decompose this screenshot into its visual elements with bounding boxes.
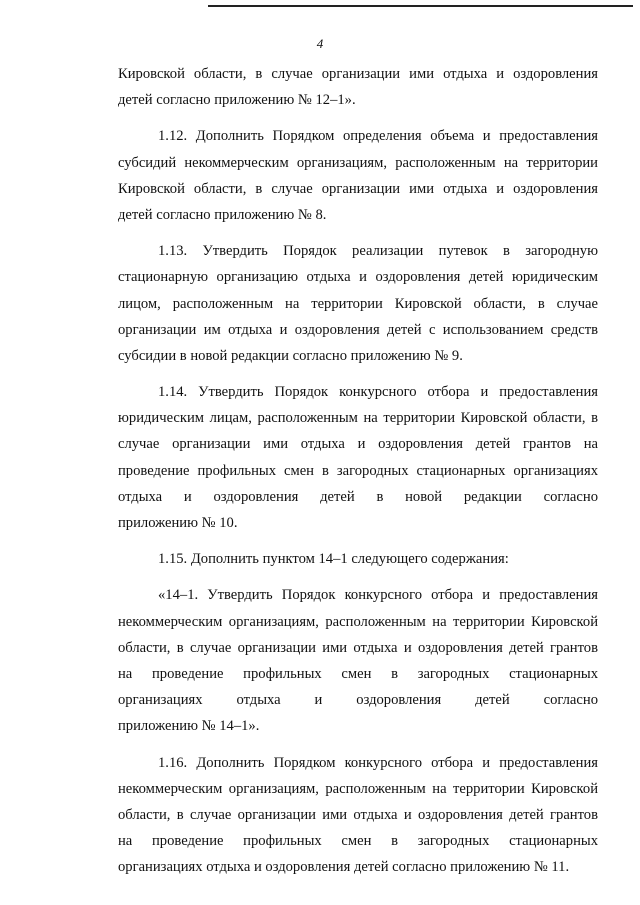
- text-line: приложению № 14–1».: [118, 718, 260, 735]
- text-line: некоммерческим организациям, расположенным на территории Кировской: [118, 613, 598, 630]
- text-line: Кировской области, в случае организации ими отдыха и оздоровления: [118, 66, 598, 82]
- text-line: Кировской области, в случае организации ими отдыха и оздоровления: [118, 180, 598, 197]
- text-line: организациях отдыха и оздоровления детей согласно приложению № 11.: [118, 859, 570, 876]
- paragraph-1-16-line: 1.16. Дополнить Порядком конкурсного отбора и предоставления: [158, 754, 598, 771]
- text-line: проведение профильных смен в загородных стационарных организациях: [118, 462, 598, 479]
- document-body: [118, 61, 598, 880]
- paragraph-14-1-line: «14–1. Утвердить Порядок конкурсного отбора и предоставления: [158, 587, 598, 604]
- paragraph-1-13-line: 1.13. Утвердить Порядок реализации путевок в загородную: [158, 243, 598, 260]
- text-line: стационарную организацию отдыха и оздоровления детей юридическим: [118, 269, 598, 286]
- text-line: юридическим лицам, расположенным на территории Кировской области, в: [118, 410, 598, 427]
- paragraph-1-15-line: 1.15. Дополнить пунктом 14–1 следующего содержания:: [158, 551, 509, 568]
- text-line: области, в случае организации ими отдыха и оздоровления детей грантов: [118, 806, 598, 823]
- text-line: случае организации ими отдыха и оздоровления детей грантов на: [118, 436, 598, 453]
- text-line: организациях отдыха и оздоровления детей согласно: [118, 692, 598, 709]
- text-line: субсидий некоммерческим организациям, расположенным на территории: [118, 154, 598, 171]
- paragraph-1-14-line: 1.14. Утвердить Порядок конкурсного отбора и предоставления: [158, 384, 598, 401]
- text-line: детей согласно приложению № 8.: [118, 206, 327, 223]
- text-line: на проведение профильных смен в загородных стационарных: [118, 665, 598, 682]
- text-line: области, в случае организации ими отдыха и оздоровления детей грантов: [118, 639, 598, 656]
- text-line: лицом, расположенным на территории Кировской области, в случае: [118, 295, 598, 312]
- text-line: некоммерческим организациям, расположенным на территории Кировской: [118, 780, 598, 797]
- text-line: приложению № 10.: [118, 515, 238, 531]
- text-line: детей согласно приложению № 12–1».: [118, 92, 356, 109]
- paragraph-1-12-line: 1.12. Дополнить Порядком определения объема и предоставления: [158, 128, 598, 145]
- text-line: на проведение профильных смен в загородных стационарных: [118, 833, 598, 850]
- text-line: организации им отдыха и оздоровления детей с использованием средств: [118, 321, 598, 338]
- page-number: 4: [316, 36, 324, 51]
- top-rule: [208, 5, 633, 7]
- text-line: субсидии в новой редакции согласно приложению № 9.: [118, 347, 463, 364]
- text-line: отдыха и оздоровления детей в новой редакции согласно: [118, 488, 598, 505]
